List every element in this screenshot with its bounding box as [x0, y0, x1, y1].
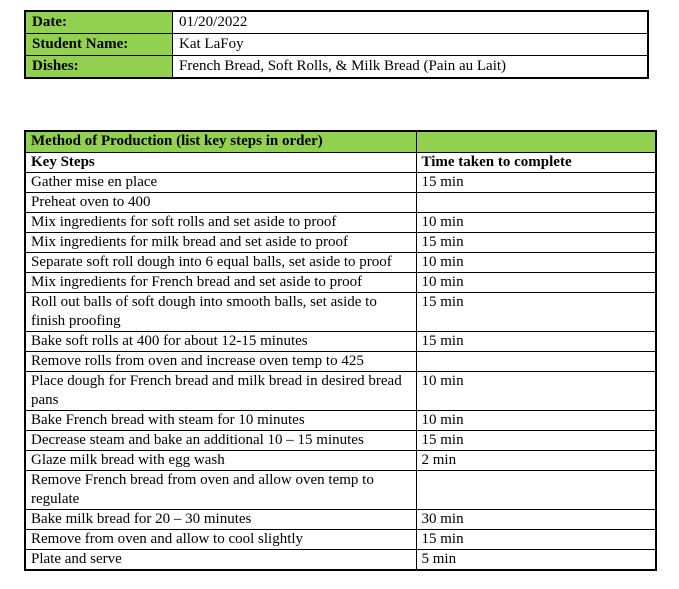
- key-step-cell: Place dough for French bread and milk bread in desired bread pans: [25, 372, 416, 411]
- time-taken-cell: 15 min: [416, 173, 656, 193]
- time-taken-cell: 15 min: [416, 293, 656, 332]
- table-row: [25, 173, 656, 193]
- key-step-cell: Plate and serve: [25, 550, 416, 571]
- time-taken-cell: 15 min: [416, 431, 656, 451]
- info-row-value: French Bread, Soft Rolls, & Milk Bread (Pain au Lait): [173, 56, 649, 79]
- table-row: [25, 431, 656, 451]
- key-step-cell: Glaze milk bread with egg wash: [25, 451, 416, 471]
- table-row: [25, 273, 656, 293]
- time-taken-cell: 10 min: [416, 411, 656, 431]
- info-row: [25, 56, 648, 79]
- info-row-label: Dishes:: [25, 56, 173, 79]
- table-row: [25, 471, 656, 510]
- table-row: [25, 193, 656, 213]
- info-row-label: Student Name:: [25, 34, 173, 56]
- key-step-cell: Gather mise en place: [25, 173, 416, 193]
- table-row: [25, 451, 656, 471]
- time-taken-cell: 10 min: [416, 273, 656, 293]
- info-row-value: Kat LaFoy: [173, 34, 649, 56]
- time-taken-cell: [416, 471, 656, 510]
- key-step-cell: Remove French bread from oven and allow oven temp to regulate: [25, 471, 416, 510]
- time-taken-cell: 30 min: [416, 510, 656, 530]
- time-taken-cell: [416, 352, 656, 372]
- table-row: [25, 530, 656, 550]
- student-info-table: [24, 10, 649, 79]
- table-row: [25, 352, 656, 372]
- method-table-title: Method of Production (list key steps in order): [25, 131, 416, 153]
- table-row: [25, 293, 656, 332]
- key-step-cell: Separate soft roll dough into 6 equal balls, set aside to proof: [25, 253, 416, 273]
- table-row: [25, 253, 656, 273]
- table-row: [25, 411, 656, 431]
- time-taken-cell: 15 min: [416, 530, 656, 550]
- table-row: [25, 332, 656, 352]
- key-step-cell: Bake milk bread for 20 – 30 minutes: [25, 510, 416, 530]
- key-step-cell: Mix ingredients for soft rolls and set aside to proof: [25, 213, 416, 233]
- method-of-production-table: [24, 130, 657, 571]
- table-row: [25, 510, 656, 530]
- table-row: [25, 372, 656, 411]
- time-taken-cell: 5 min: [416, 550, 656, 571]
- key-step-cell: Remove from oven and allow to cool slightly: [25, 530, 416, 550]
- key-step-cell: Bake French bread with steam for 10 minutes: [25, 411, 416, 431]
- info-row: [25, 11, 648, 34]
- table-row: [25, 550, 656, 571]
- time-taken-cell: 15 min: [416, 233, 656, 253]
- key-step-cell: Roll out balls of soft dough into smooth balls, set aside to finish proofing: [25, 293, 416, 332]
- time-taken-cell: 10 min: [416, 253, 656, 273]
- key-step-cell: Bake soft rolls at 400 for about 12-15 minutes: [25, 332, 416, 352]
- info-row-value: 01/20/2022: [173, 11, 649, 34]
- method-table-body: [25, 173, 656, 571]
- info-row: [25, 34, 648, 56]
- time-taken-cell: [416, 193, 656, 213]
- key-step-cell: Mix ingredients for French bread and set aside to proof: [25, 273, 416, 293]
- info-table-body: [25, 11, 648, 78]
- column-header-time-taken: Time taken to complete: [416, 153, 656, 173]
- time-taken-cell: 10 min: [416, 213, 656, 233]
- time-taken-cell: 10 min: [416, 372, 656, 411]
- method-table-title-row: [25, 131, 656, 153]
- key-step-cell: Decrease steam and bake an additional 10 – 15 minutes: [25, 431, 416, 451]
- method-table-header-row: [25, 153, 656, 173]
- table-row: [25, 213, 656, 233]
- table-row: [25, 233, 656, 253]
- time-taken-cell: 2 min: [416, 451, 656, 471]
- column-header-key-steps: Key Steps: [25, 153, 416, 173]
- key-step-cell: Preheat oven to 400: [25, 193, 416, 213]
- key-step-cell: Remove rolls from oven and increase oven temp to 425: [25, 352, 416, 372]
- method-table-title-spacer-cell: [416, 131, 656, 153]
- key-step-cell: Mix ingredients for milk bread and set aside to proof: [25, 233, 416, 253]
- info-row-label: Date:: [25, 11, 173, 34]
- time-taken-cell: 15 min: [416, 332, 656, 352]
